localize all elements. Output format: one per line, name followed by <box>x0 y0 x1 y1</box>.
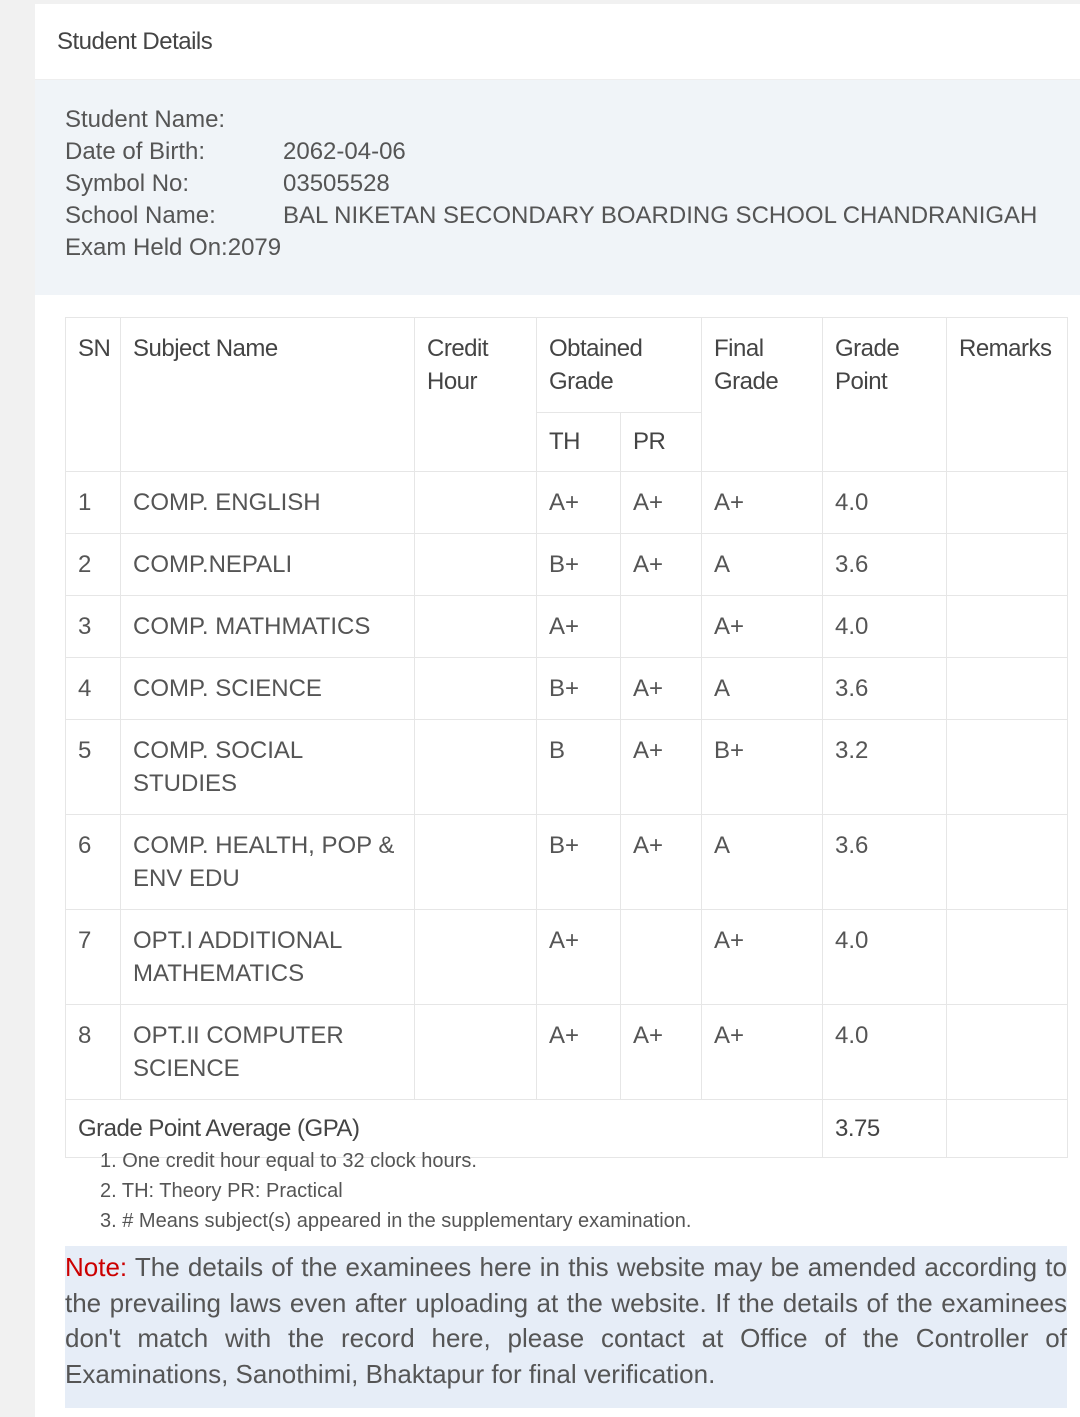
header-subject: Subject Name <box>121 318 415 472</box>
cell-pr: A+ <box>621 534 702 596</box>
cell-pr <box>621 910 702 1005</box>
dob-value: 2062-04-06 <box>283 138 406 165</box>
cell-subject: COMP. SOCIAL STUDIES <box>121 720 415 815</box>
cell-remarks <box>947 1005 1068 1100</box>
cell-th: A+ <box>537 1005 621 1100</box>
cell-sn: 4 <box>66 658 121 720</box>
cell-gp: 3.6 <box>823 534 947 596</box>
cell-sn: 1 <box>66 472 121 534</box>
cell-remarks <box>947 910 1068 1005</box>
table-row <box>66 815 1068 910</box>
cell-pr: A+ <box>621 720 702 815</box>
footnote: 3. # Means subject(s) appeared in the supplementary examination. <box>100 1210 692 1232</box>
symbol-value: 03505528 <box>283 170 390 197</box>
exam-value: 2079 <box>227 234 282 261</box>
header-grade-point: Grade Point <box>823 318 947 472</box>
cell-sn: 3 <box>66 596 121 658</box>
cell-remarks <box>947 472 1068 534</box>
cell-pr: A+ <box>621 815 702 910</box>
cell-subject: COMP. SCIENCE <box>121 658 415 720</box>
table-row <box>66 720 1068 815</box>
cell-final: A+ <box>702 910 823 1005</box>
symbol-label: Symbol No: <box>65 170 190 197</box>
cell-credit <box>415 472 537 534</box>
header-final-grade: Final Grade <box>702 318 823 472</box>
student-name-label: Student Name: <box>65 106 226 133</box>
cell-gp: 4.0 <box>823 472 947 534</box>
dob-label: Date of Birth: <box>65 138 206 165</box>
card-title: Student Details <box>35 4 1080 80</box>
header-obtained-grade: Obtained Grade <box>537 318 702 413</box>
cell-subject: COMP. MATHMATICS <box>121 596 415 658</box>
cell-th: B+ <box>537 658 621 720</box>
header-sn: SN <box>66 318 121 472</box>
cell-sn: 6 <box>66 815 121 910</box>
exam-label: Exam Held On: <box>65 234 228 261</box>
cell-th: A+ <box>537 596 621 658</box>
cell-final: A+ <box>702 1005 823 1100</box>
cell-pr <box>621 596 702 658</box>
gpa-label: Grade Point Average (GPA) <box>66 1100 823 1158</box>
cell-th: A+ <box>537 910 621 1005</box>
header-pr: PR <box>621 413 702 472</box>
cell-final: A <box>702 658 823 720</box>
cell-remarks <box>947 596 1068 658</box>
cell-credit <box>415 815 537 910</box>
school-value: BAL NIKETAN SECONDARY BOARDING SCHOOL CHANDRANIGAH <box>283 202 1038 229</box>
cell-subject: COMP. ENGLISH <box>121 472 415 534</box>
cell-gp: 3.6 <box>823 815 947 910</box>
table-row <box>66 910 1068 1005</box>
cell-credit <box>415 534 537 596</box>
cell-final: A+ <box>702 472 823 534</box>
cell-remarks <box>947 720 1068 815</box>
cell-pr: A+ <box>621 472 702 534</box>
cell-remarks <box>947 815 1068 910</box>
table-row <box>66 658 1068 720</box>
header-credit-hour: Credit Hour <box>415 318 537 472</box>
note-label: Note: <box>65 1252 128 1282</box>
school-label: School Name: <box>65 202 216 229</box>
cell-subject: COMP.NEPALI <box>121 534 415 596</box>
cell-sn: 8 <box>66 1005 121 1100</box>
cell-remarks <box>947 534 1068 596</box>
cell-subject: OPT.I ADDITIONAL MATHEMATICS <box>121 910 415 1005</box>
cell-gp: 4.0 <box>823 910 947 1005</box>
cell-sn: 5 <box>66 720 121 815</box>
cell-th: A+ <box>537 472 621 534</box>
cell-gp: 3.6 <box>823 658 947 720</box>
cell-final: A <box>702 815 823 910</box>
cell-gp: 4.0 <box>823 1005 947 1100</box>
cell-gp: 4.0 <box>823 596 947 658</box>
cell-final: A+ <box>702 596 823 658</box>
cell-th: B <box>537 720 621 815</box>
student-details-card <box>35 4 1080 1417</box>
table-row <box>66 534 1068 596</box>
gpa-remarks <box>947 1100 1068 1158</box>
cell-remarks <box>947 658 1068 720</box>
header-th: TH <box>537 413 621 472</box>
cell-final: B+ <box>702 720 823 815</box>
cell-subject: COMP. HEALTH, POP & ENV EDU <box>121 815 415 910</box>
cell-credit <box>415 720 537 815</box>
footnote: 1. One credit hour equal to 32 clock hours. <box>100 1150 477 1172</box>
cell-credit <box>415 596 537 658</box>
table-row <box>66 472 1068 534</box>
cell-credit <box>415 910 537 1005</box>
cell-credit <box>415 1005 537 1100</box>
footnotes <box>100 1146 691 1236</box>
cell-gp: 3.2 <box>823 720 947 815</box>
cell-pr: A+ <box>621 658 702 720</box>
footnote: 2. TH: Theory PR: Practical <box>100 1180 343 1202</box>
cell-sn: 2 <box>66 534 121 596</box>
grade-table <box>65 317 1068 1158</box>
cell-th: B+ <box>537 815 621 910</box>
disclaimer-note <box>65 1246 1067 1408</box>
cell-credit <box>415 658 537 720</box>
cell-subject: OPT.II COMPUTER SCIENCE <box>121 1005 415 1100</box>
table-row <box>66 1005 1068 1100</box>
cell-sn: 7 <box>66 910 121 1005</box>
cell-final: A <box>702 534 823 596</box>
cell-pr: A+ <box>621 1005 702 1100</box>
note-text: The details of the examinees here in this website may be amended according to the prevailing laws even after uploading at the website. If the details of the examinees don't match with the record here, please contact at Office of the Controller of Examinations, Sanothimi, Bhaktapur for final verification. <box>65 1252 1067 1389</box>
gpa-value: 3.75 <box>823 1100 947 1158</box>
student-info-panel <box>35 80 1080 295</box>
table-row <box>66 596 1068 658</box>
cell-th: B+ <box>537 534 621 596</box>
header-remarks: Remarks <box>947 318 1068 472</box>
